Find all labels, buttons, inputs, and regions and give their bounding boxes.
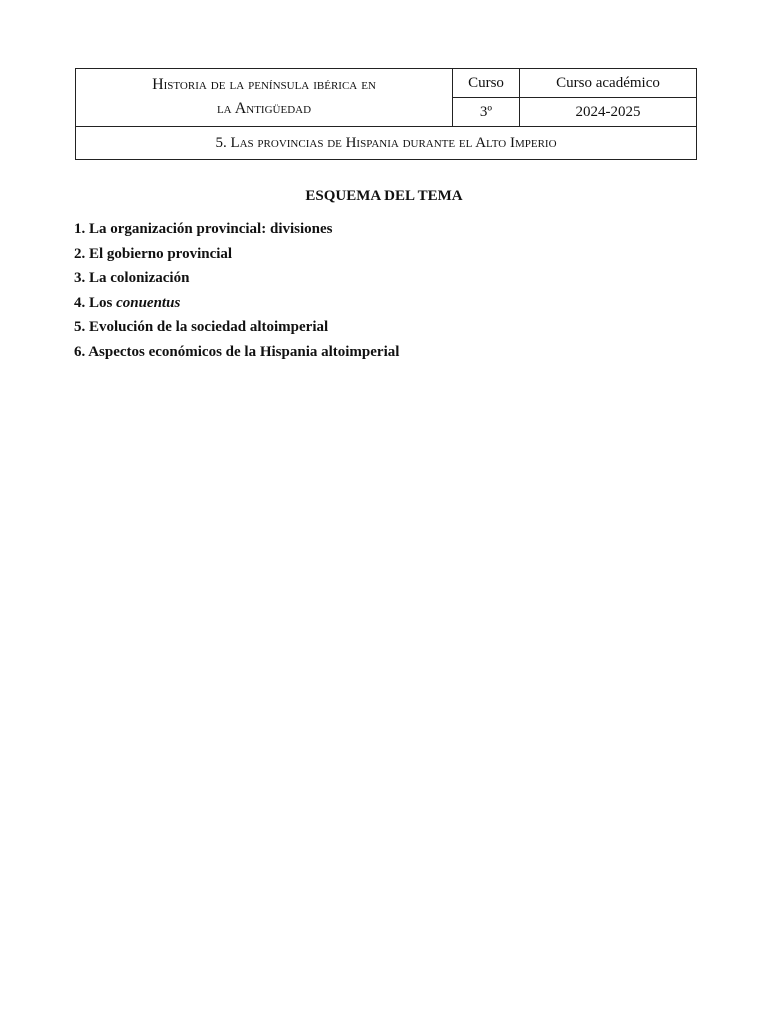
curso-value: 3º xyxy=(453,98,520,126)
topic-outline-list xyxy=(74,219,399,366)
course-title xyxy=(76,73,452,121)
academic-year-label: Curso académico xyxy=(520,69,697,98)
course-title-cell xyxy=(76,69,453,127)
outline-item-2: 2. El gobierno provincial xyxy=(74,245,233,262)
outline-item-1: 1. La organización provincial: divisiones xyxy=(74,221,333,237)
topic-title: 5. Las provincias de Hispania durante el Alto Imperio xyxy=(76,126,697,159)
course-title-line1: Historia de la península ibérica en xyxy=(152,76,376,94)
outline-item-4-italic: conuentus xyxy=(116,294,181,311)
course-header-table xyxy=(75,68,697,160)
outline-item-3: 3. La colonización xyxy=(74,270,190,286)
outline-item-5: 5. Evolución de la sociedad altoimperial xyxy=(74,319,329,335)
outline-item-6: 6. Aspectos económicos de la Hispania altoimperial xyxy=(74,343,400,360)
academic-year-value: 2024-2025 xyxy=(520,98,697,126)
curso-label: Curso xyxy=(453,69,520,98)
outline-heading: ESQUEMA DEL TEMA xyxy=(305,188,463,204)
outline-item-4: 4. Los conuentus xyxy=(74,294,181,311)
course-title-line2: la Antigüedad xyxy=(216,100,312,118)
